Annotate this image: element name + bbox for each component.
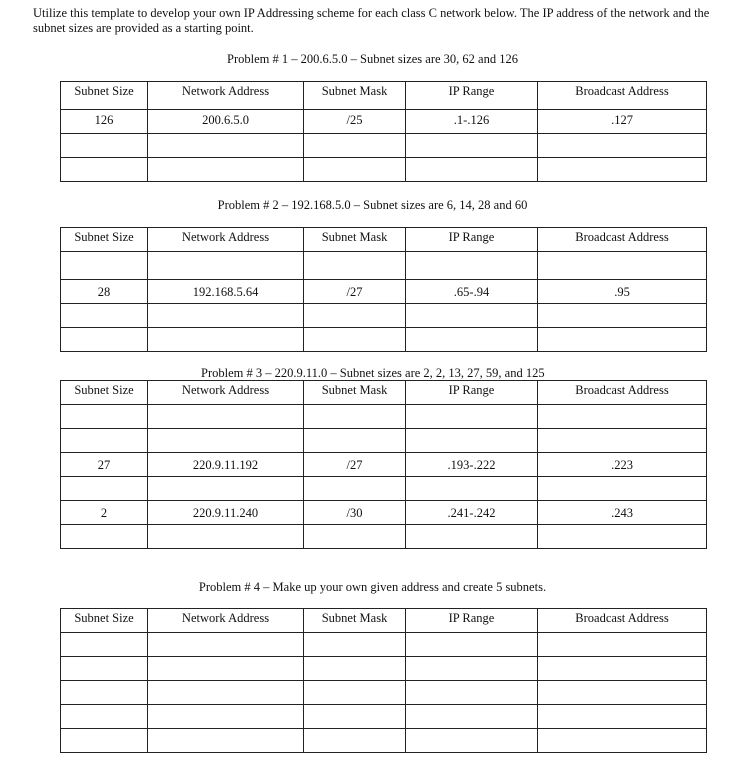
cell-subnet-mask[interactable]: /27: [304, 453, 406, 477]
cell-network-address[interactable]: [148, 657, 304, 681]
table-row: [61, 657, 707, 681]
table-row: [61, 525, 707, 549]
cell-subnet-mask[interactable]: [304, 134, 406, 158]
cell-network-address[interactable]: 192.168.5.64: [148, 280, 304, 304]
cell-broadcast-address[interactable]: [538, 477, 707, 501]
table-row: [61, 134, 707, 158]
cell-ip-range[interactable]: [406, 429, 538, 453]
problem-4-title: Problem # 4 – Make up your own given address and create 5 subnets.: [198, 580, 547, 594]
header-subnet-size: Subnet Size: [61, 609, 148, 633]
table-row: [61, 158, 707, 182]
cell-network-address[interactable]: [148, 681, 304, 705]
cell-broadcast-address[interactable]: [538, 304, 707, 328]
table-row: [61, 429, 707, 453]
header-network-address: Network Address: [148, 228, 304, 252]
cell-broadcast-address[interactable]: [538, 681, 707, 705]
cell-ip-range[interactable]: [406, 328, 538, 352]
cell-network-address[interactable]: [148, 158, 304, 182]
cell-ip-range[interactable]: [406, 304, 538, 328]
cell-ip-range[interactable]: .241-.242: [406, 501, 538, 525]
cell-subnet-mask[interactable]: /27: [304, 280, 406, 304]
header-network-address: Network Address: [148, 609, 304, 633]
cell-ip-range[interactable]: [406, 525, 538, 549]
cell-subnet-size[interactable]: [61, 657, 148, 681]
cell-ip-range[interactable]: [406, 657, 538, 681]
cell-network-address[interactable]: 220.9.11.240: [148, 501, 304, 525]
header-subnet-mask: Subnet Mask: [304, 82, 406, 110]
header-ip-range: IP Range: [406, 82, 538, 110]
cell-subnet-size[interactable]: 27: [61, 453, 148, 477]
cell-ip-range[interactable]: .1-.126: [406, 110, 538, 134]
cell-broadcast-address[interactable]: .95: [538, 280, 707, 304]
cell-subnet-mask[interactable]: [304, 304, 406, 328]
cell-broadcast-address[interactable]: [538, 657, 707, 681]
table-row: [61, 328, 707, 352]
cell-subnet-mask[interactable]: [304, 633, 406, 657]
cell-subnet-size[interactable]: [61, 158, 148, 182]
cell-broadcast-address[interactable]: [538, 158, 707, 182]
cell-subnet-size[interactable]: [61, 681, 148, 705]
cell-ip-range[interactable]: .193-.222: [406, 453, 538, 477]
table-row: [61, 110, 707, 134]
cell-network-address[interactable]: [148, 705, 304, 729]
table-row: [61, 405, 707, 429]
cell-subnet-mask[interactable]: [304, 525, 406, 549]
cell-ip-range[interactable]: [406, 681, 538, 705]
header-row: [61, 381, 707, 405]
table-row: [61, 501, 707, 525]
cell-subnet-size[interactable]: [61, 304, 148, 328]
cell-broadcast-address[interactable]: [538, 328, 707, 352]
cell-broadcast-address[interactable]: [538, 633, 707, 657]
cell-subnet-mask[interactable]: [304, 405, 406, 429]
header-subnet-size: Subnet Size: [61, 228, 148, 252]
cell-subnet-size[interactable]: [61, 705, 148, 729]
cell-network-address[interactable]: 220.9.11.192: [148, 453, 304, 477]
table-row: [61, 681, 707, 705]
instructions-text: Utilize this template to develop your own IP Addressing scheme for each class C network below. The IP address of the network and the subnet sizes are provided as a starting point.: [33, 6, 710, 35]
problem-1-title: Problem # 1 – 200.6.5.0 – Subnet sizes are 30, 62 and 126: [227, 52, 518, 66]
cell-ip-range[interactable]: [406, 477, 538, 501]
table-row: [61, 453, 707, 477]
cell-ip-range[interactable]: [406, 252, 538, 280]
table-row: [61, 304, 707, 328]
cell-broadcast-address[interactable]: [538, 429, 707, 453]
header-network-address: Network Address: [148, 82, 304, 110]
cell-subnet-size[interactable]: [61, 252, 148, 280]
table-row: [61, 633, 707, 657]
cell-subnet-size[interactable]: 126: [61, 110, 148, 134]
cell-subnet-size[interactable]: [61, 328, 148, 352]
header-subnet-size: Subnet Size: [61, 381, 148, 405]
header-broadcast-address: Broadcast Address: [538, 381, 707, 405]
header-ip-range: IP Range: [406, 381, 538, 405]
cell-subnet-mask[interactable]: [304, 681, 406, 705]
cell-subnet-size[interactable]: 28: [61, 280, 148, 304]
cell-subnet-mask[interactable]: /30: [304, 501, 406, 525]
cell-network-address[interactable]: [148, 134, 304, 158]
header-row: [61, 228, 707, 252]
cell-ip-range[interactable]: [406, 134, 538, 158]
problem-2-title: Problem # 2 – 192.168.5.0 – Subnet sizes are 6, 14, 28 and 60: [217, 198, 528, 212]
cell-subnet-mask[interactable]: [304, 705, 406, 729]
cell-broadcast-address[interactable]: [538, 134, 707, 158]
cell-subnet-size[interactable]: [61, 134, 148, 158]
cell-network-address[interactable]: 200.6.5.0: [148, 110, 304, 134]
cell-subnet-size[interactable]: [61, 477, 148, 501]
problem-2-table: [60, 227, 707, 352]
cell-ip-range[interactable]: [406, 633, 538, 657]
cell-subnet-size[interactable]: [61, 729, 148, 753]
cell-network-address[interactable]: [148, 328, 304, 352]
cell-network-address[interactable]: [148, 729, 304, 753]
table-row: [61, 280, 707, 304]
cell-network-address[interactable]: [148, 252, 304, 280]
cell-ip-range[interactable]: .65-.94: [406, 280, 538, 304]
cell-subnet-size[interactable]: [61, 633, 148, 657]
header-row: [61, 609, 707, 633]
cell-broadcast-address[interactable]: [538, 252, 707, 280]
cell-subnet-mask[interactable]: /25: [304, 110, 406, 134]
header-subnet-mask: Subnet Mask: [304, 381, 406, 405]
cell-broadcast-address[interactable]: [538, 525, 707, 549]
cell-broadcast-address[interactable]: [538, 705, 707, 729]
problem-3-title: Problem # 3 – 220.9.11.0 – Subnet sizes are 2, 2, 13, 27, 59, and 125: [201, 366, 545, 380]
cell-subnet-mask[interactable]: [304, 328, 406, 352]
problem-4-table: [60, 608, 707, 753]
table-row: [61, 729, 707, 753]
header-broadcast-address: Broadcast Address: [538, 82, 707, 110]
cell-subnet-mask[interactable]: [304, 477, 406, 501]
table-row: [61, 705, 707, 729]
problem-3-table: [60, 380, 707, 549]
cell-ip-range[interactable]: [406, 405, 538, 429]
cell-network-address[interactable]: [148, 477, 304, 501]
header-subnet-mask: Subnet Mask: [304, 609, 406, 633]
cell-broadcast-address[interactable]: [538, 405, 707, 429]
cell-broadcast-address[interactable]: .243: [538, 501, 707, 525]
cell-broadcast-address[interactable]: .223: [538, 453, 707, 477]
cell-subnet-mask[interactable]: [304, 657, 406, 681]
header-ip-range: IP Range: [406, 228, 538, 252]
cell-broadcast-address[interactable]: .127: [538, 110, 707, 134]
cell-subnet-mask[interactable]: [304, 158, 406, 182]
cell-network-address[interactable]: [148, 525, 304, 549]
cell-subnet-size[interactable]: 2: [61, 501, 148, 525]
cell-broadcast-address[interactable]: [538, 729, 707, 753]
cell-ip-range[interactable]: [406, 729, 538, 753]
cell-ip-range[interactable]: [406, 158, 538, 182]
cell-subnet-mask[interactable]: [304, 252, 406, 280]
header-broadcast-address: Broadcast Address: [538, 609, 707, 633]
cell-subnet-mask[interactable]: [304, 429, 406, 453]
cell-subnet-size[interactable]: [61, 429, 148, 453]
table-row: [61, 252, 707, 280]
cell-network-address[interactable]: [148, 405, 304, 429]
problem-1-table: [60, 81, 707, 182]
cell-subnet-size[interactable]: [61, 405, 148, 429]
cell-network-address[interactable]: [148, 429, 304, 453]
header-network-address: Network Address: [148, 381, 304, 405]
cell-network-address[interactable]: [148, 633, 304, 657]
header-subnet-size: Subnet Size: [61, 82, 148, 110]
header-subnet-mask: Subnet Mask: [304, 228, 406, 252]
cell-subnet-size[interactable]: [61, 525, 148, 549]
header-broadcast-address: Broadcast Address: [538, 228, 707, 252]
cell-subnet-mask[interactable]: [304, 729, 406, 753]
table-row: [61, 477, 707, 501]
header-row: [61, 82, 707, 110]
cell-ip-range[interactable]: [406, 705, 538, 729]
header-ip-range: IP Range: [406, 609, 538, 633]
cell-network-address[interactable]: [148, 304, 304, 328]
